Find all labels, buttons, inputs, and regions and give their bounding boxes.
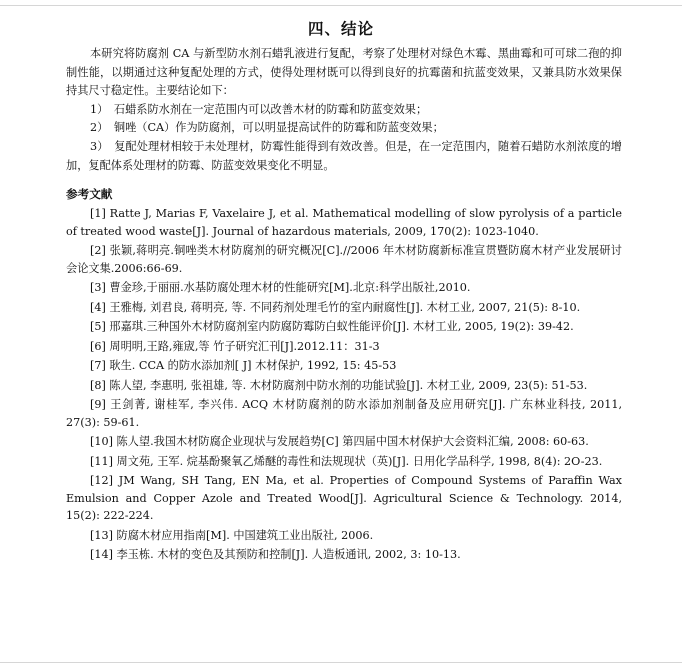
reference-item-4: [4] 王雅梅, 刘君良, 蒋明亮, 等. 不同药剂处理毛竹的室内耐腐性[J]. 木材工业, 2007, 21(5): 8-10. xyxy=(90,300,581,314)
reference-item-8: [8] 陈人望, 李惠明, 张祖雄, 等. 木材防腐剂中防水剂的功能试验[J]. 木材工业, 2009, 23(5): 51-53. xyxy=(90,378,588,392)
conclusion-point-2: 2） 铜唑（CA）作为防腐剂，可以明显提高试件的防霉和防蓝变效果； xyxy=(90,121,444,135)
reference-item-7: [7] 耿生. CCA 的防水添加剂[ J] 木材保护, 1992, 15: 45-53 xyxy=(90,359,397,373)
reference-item-9: [9] 王剑菁, 谢桂军, 李兴伟. ACQ 木材防腐剂的防水添加剂制备及应用研究[J]. 广东林业科技, 2011, 27(3): 59-61. xyxy=(66,398,622,429)
reference-item-12: [12] JM Wang, SH Tang, EN Ma, et al. Properties of Compound Systems of Paraffin Wax Emulsion and Copper Azole and Treated Wood[J]. Agricultural Science & Technology. 2014, 15(2): 222-224. xyxy=(66,474,622,523)
top-divider xyxy=(0,5,682,6)
reference-item-14: [14] 李玉栋. 木材的变色及其预防和控制[J]. 人造板通讯, 2002, 3: 10-13. xyxy=(90,548,461,562)
bottom-divider xyxy=(0,662,682,663)
reference-item-1: [1] Ratte J, Marias F, Vaxelaire J, et al. Mathematical modelling of slow pyrolysis of a particle of treated wood waste[J]. Journal of hazardous materials, 2009, 170(2): 1023-1040. xyxy=(66,207,622,238)
reference-item-5: [5] 邢嘉琪.三种国外木材防腐剂室内防腐防霉防白蚁性能评价[J]. 木材工业, 2005, 19(2): 39-42. xyxy=(90,320,574,334)
document-body xyxy=(66,45,622,564)
reference-item-10: [10] 陈人望.我国木材防腐企业现状与发展趋势[C] 第四届中国木材保护大会资料汇编, 2008: 60-63. xyxy=(90,435,589,449)
conclusion-intro: 本研究将防腐剂 CA 与新型防水剂石蜡乳液进行复配，考察了处理材对绿色木霉、黑曲霉和可可球二孢的抑制性能，以期通过这种复配处理的方式，使得处理材既可以得到良好的抗霉菌和抗蓝变效果，又兼具防水效果保持其尺寸稳定性。主要结论如下： xyxy=(66,47,622,98)
references-heading: 参考文献 xyxy=(66,187,113,202)
reference-item-2: [2] 张颖,蒋明亮.铜唑类木材防腐剂的研究概况[C].//2006 年木材防腐新标准宣贯暨防腐木材产业发展研讨会论文集.2006:66-69. xyxy=(66,244,622,275)
conclusion-point-3: 3） 复配处理材相较于未处理材，防霉性能得到有效改善。但是，在一定范围内，随着石蜡防水剂浓度的增加，复配体系处理材的防霉、防蓝变效果变化不明显。 xyxy=(66,139,622,172)
reference-item-11: [11] 周文苑, 王军. 烷基酚聚氧乙烯醚的毒性和法规现状（英)[J]. 日用化学品科学, 1998, 8(4): 2O-23. xyxy=(90,454,603,468)
section-title: 四、结论 xyxy=(307,20,374,38)
reference-item-6: [6] 周明明,王路,雍宬,等 竹子研究汇刊[J].2012.11：31-3 xyxy=(90,339,380,353)
conclusion-point-1: 1） 石蜡系防水剂在一定范围内可以改善木材的防霉和防蓝变效果； xyxy=(90,102,428,116)
reference-item-3: [3] 曹金珍,于丽丽.水基防腐处理木材的性能研究[M].北京:科学出版社,2010. xyxy=(90,281,471,295)
reference-item-13: [13] 防腐木材应用指南[M]. 中国建筑工业出版社, 2006. xyxy=(90,528,374,542)
